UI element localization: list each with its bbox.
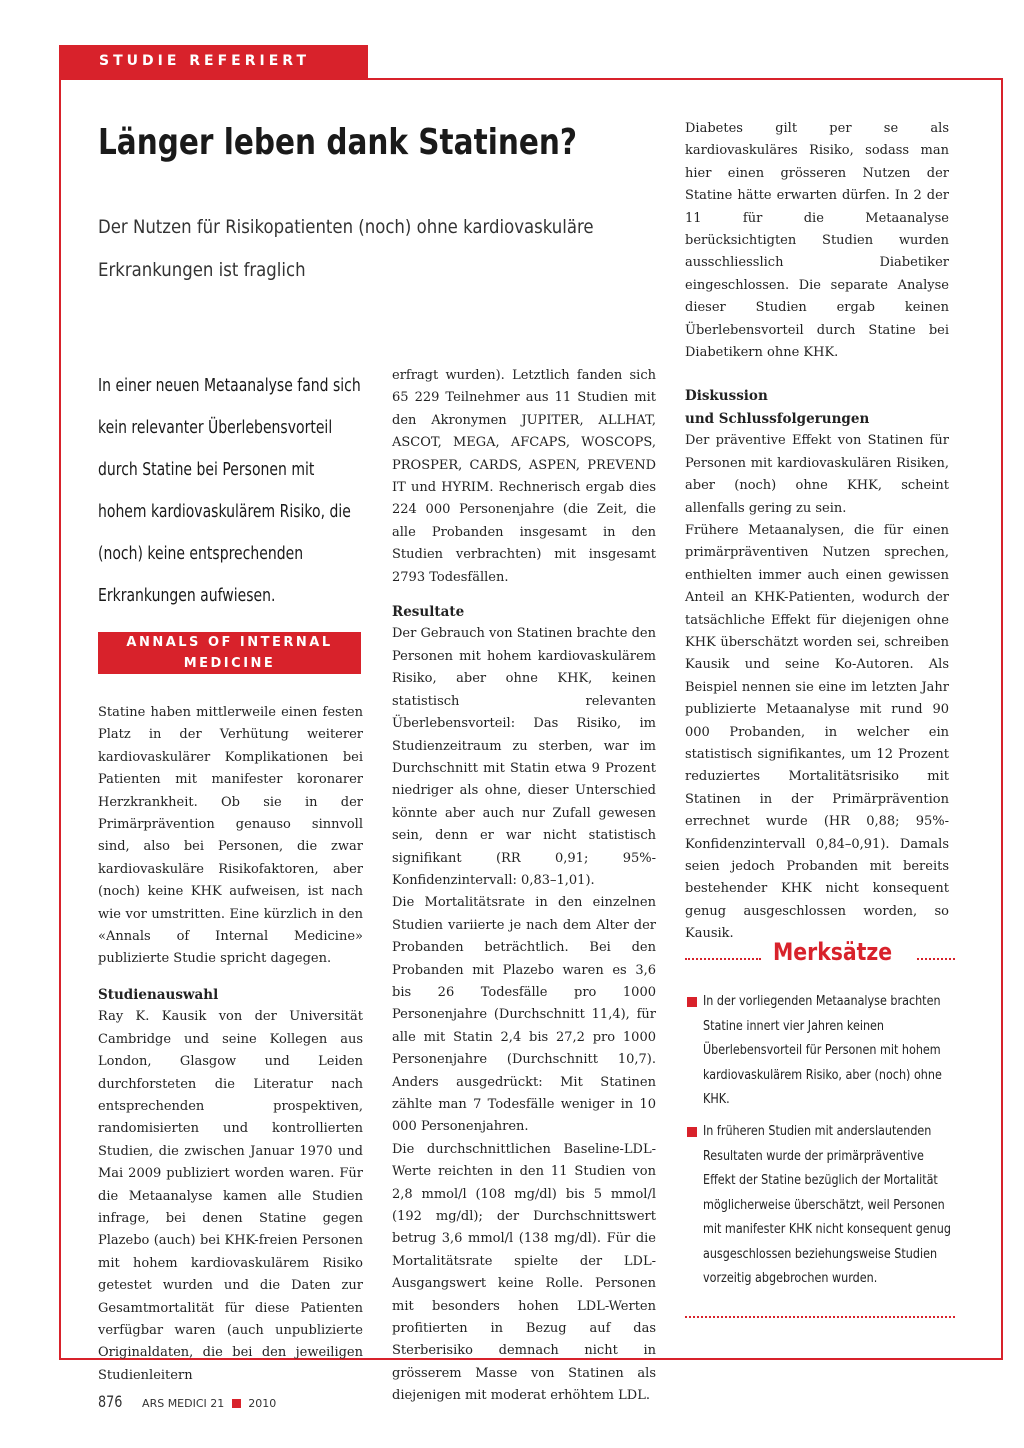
dotted-rule: [685, 950, 761, 960]
journal-name: ARS MEDICI 21: [142, 1397, 225, 1410]
merksatz-item: [685, 990, 955, 1113]
col2-p2: Der Gebrauch von Statinen brachte den Personen mit hohem kardiovaskulärem Risiko, aber ohne KHK, keinen statistisch relevanten Überlebensvorteil: Das Risiko, im Studienzeitraum zu sterben, war im Durchschnitt mit Statin etwa 9 Prozent niedriger als ohne, dieser Unterschied könnte aber auch nur Zufall gewesen sein, denn er war nicht statistisch signifikant (RR 0,91; 95%-Konfidenzintervall: 0,83–1,01).: [392, 626, 656, 888]
merksatz-text: In der vorliegenden Metaanalyse brachten Statine innert vier Jahren keinen Überlebensvorteil für Personen mit hohem kardiovaskulärem Risiko, aber (noch) ohne KHK.: [703, 994, 942, 1107]
col3-p2: Der präventive Effekt von Statinen für Personen mit kardiovaskulären Risiken, aber (noch) ohne KHK, scheint allenfalls gering zu sein.: [685, 433, 949, 516]
journal-year: 2010: [248, 1397, 277, 1410]
section-tab-label: STUDIE REFERIERT: [99, 53, 310, 69]
merksatz-text: In früheren Studien mit anderslautenden Resultaten wurde der primärpräventive Effekt der Statine bezüglich der Mortalität möglicherweise überschätzt, weil Personen mit manifester KHK nicht konsequent genug ausgeschlossen beziehungsweise Studien vorzeitig abgebrochen wurden.: [703, 1124, 951, 1286]
lead-text: In einer neuen Metaanalyse fand sich kein relevanter Überlebensvorteil durch Statine bei Personen mit hohem kardiovaskulärem Risiko, die (noch) keine entsprechenden Erkrankungen aufwiesen.: [98, 376, 361, 606]
col1-body: Ray K. Kausik von der Universität Cambridge und seine Kollegen aus London, Glasgow und Leiden durchforsteten die Literatur nach entsprechenden prospektiven, randomisierten und kontrollierten Studien, die zwischen Januar 1970 und Mai 2009 publiziert worden waren. Für die Metaanalyse kamen alle Studien infrage, bei denen Statine gegen Plazebo (auch) bei KHK-freien Personen mit hohem kardiovaskulärem Risiko getestet wurden und die Daten zur Gesamtmortalität für diese Patienten verfügbar waren (auch unpublizierte Originaldaten, die bei den jeweiligen Studienleitern: [98, 1009, 363, 1383]
square-bullet-icon: [687, 997, 697, 1007]
col1-heading: Studienauswahl: [98, 986, 219, 1003]
source-label: ANNALS OF INTERNAL MEDICINE: [126, 635, 333, 671]
col2-heading: Resultate: [392, 604, 465, 621]
dotted-rule: [685, 1316, 955, 1318]
article-subtitle: Der Nutzen für Risikopatienten (noch) ohne kardiovaskuläre Erkrankungen ist fraglich: [98, 216, 594, 281]
col3-heading-2: und Schlussfolgerungen: [685, 410, 870, 427]
merksaetze-header: [685, 940, 955, 970]
col2-p4: Die durchschnittlichen Baseline-LDL-Werte reichten in den 11 Studien von 2,8 mmol/l (108 mg/dl) bis 5 mmol/l (192 mg/dl); der Durchschnittswert betrug 3,6 mmol/l (138 mg/dl). Für die Mortalitätsrate spielte der LDL-Ausgangswert keine Rolle. Personen mit besonders hohen LDL-Werten profitierten in Bezug auf das Sterberisiko demnach nicht in grösserem Masse von Statinen als diejenigen mit moderat erhöhtem LDL.: [392, 1141, 656, 1404]
col2-p1: erfragt wurden). Letztlich fanden sich 65 229 Teilnehmer aus 11 Studien mit den Akronymen JUPITER, ALLHAT, ASCOT, MEGA, AFCAPS, WOSCOPS, PROSPER, CARDS, ASPEN, PREVEND IT und HYRIM. Rechnerisch ergab dies 224 000 Personenjahre (die Zeit, die alle Probanden insgesamt in den Studien verbrachten) mit insgesamt 2793 Todesfällen.: [392, 368, 656, 585]
square-separator-icon: [232, 1399, 241, 1408]
column-1: [98, 702, 363, 1387]
col1-intro: Statine haben mittlerweile einen festen Platz in der Verhütung weiterer kardiovaskulärer Komplikationen bei Patienten mit manifester koronarer Herzkrankheit. Ob sie in der Primärprävention genauso sinnvoll sind, also bei Personen, die zwar kardiovaskuläre Risikofaktoren, aber (noch) keine KHK aufweisen, ist nach wie vor umstritten. Eine kürzlich in den «Annals of Internal Medicine» publizierte Studie spricht dagegen.: [98, 705, 363, 967]
merksaetze-title: Merksätze: [773, 938, 893, 966]
col2-p3: Die Mortalitätsrate in den einzelnen Studien variierte je nach dem Alter der Probanden beträchtlich. Bei den Probanden mit Plazebo waren es 3,6 bis 26 Todesfälle pro 1000 Personenjahre (Durchschnitt 11,4), für alle mit Statin 2,4 bis 27,2 pro 1000 Personenjahre (Durchschnitt 10,7). Anders ausgedrückt: Mit Statinen zählte man 7 Todesfälle weniger in 10 000 Personenjahren.: [392, 895, 656, 1135]
page-number: 876: [98, 1392, 123, 1411]
dotted-rule: [917, 950, 955, 960]
col3-p1: Diabetes gilt per se als kardiovaskuläres Risiko, sodass man hier einen grösseren Nutzen der Statine hätte erwarten dürfen. In 2 der 11 für die Metaanalyse berücksichtigten Studien wurden ausschliesslich Diabetiker eingeschlossen. Die separate Analyse dieser Studien ergab keinen Überlebensvorteil durch Statine bei Diabetikern ohne KHK.: [685, 121, 949, 361]
square-bullet-icon: [687, 1127, 697, 1137]
column-2: [392, 365, 656, 1408]
article-title: Länger leben dank Statinen?: [98, 122, 577, 163]
merksatz-item: [685, 1120, 955, 1292]
section-tab: [59, 45, 368, 79]
col3-heading-1: Diskussion: [685, 388, 768, 405]
column-3: [685, 118, 949, 946]
page-footer: [98, 1392, 276, 1411]
source-badge: [98, 632, 361, 674]
col3-p3: Frühere Metaanalysen, die für einen primärpräventiven Nutzen sprechen, enthielten immer auch einen gewissen Anteil an KHK-Patienten, wodurch der tatsächliche Effekt für diejenigen ohne KHK überschätzt worden sei, schreiben Kausik und seine Ko-Autoren. Als Beispiel nennen sie eine im letzten Jahr publizierte Metaanalyse mit rund 90 000 Probanden, in welcher ein statistisch signifikantes, um 12 Prozent reduziertes Mortalitätsrisiko mit Statinen in der Primärprävention errechnet wurde (HR 0,88; 95%-Konfidenzintervall 0,84–0,91). Damals seien jedoch Probanden mit bereits bestehender KHK nicht konsequent genug ausgeschlossen worden, so Kausik.: [685, 522, 949, 942]
